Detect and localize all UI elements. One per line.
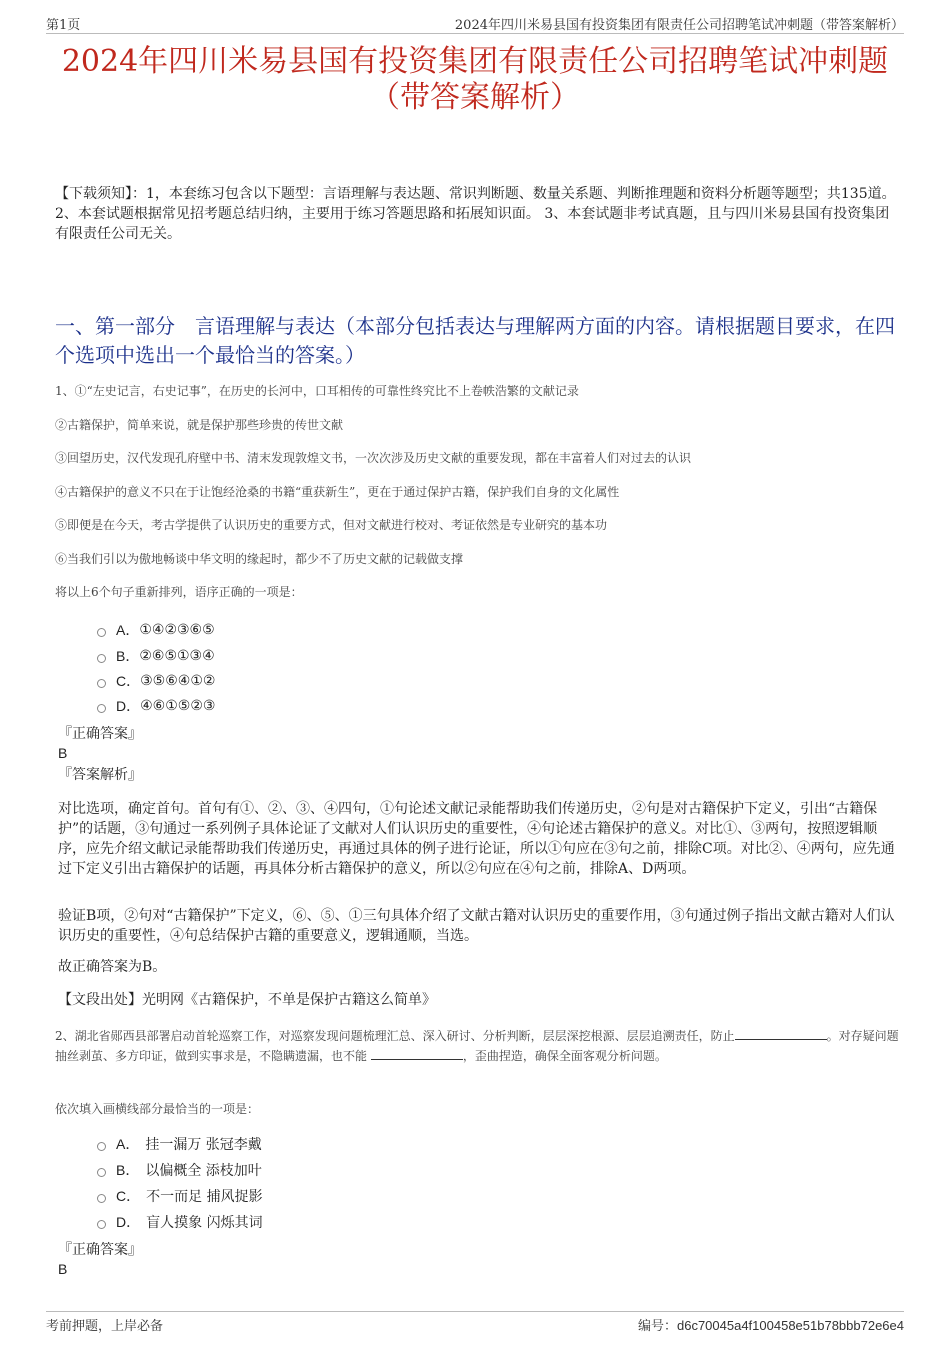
q1-analysis-p2: 验证B项，②句对“古籍保护”下定义，⑥、⑤、①三句具体介绍了文献古籍对认识历史的重要作用，③句通过例子指出文献古籍对人们认识历史的重要性，④句总结保护古籍的重要意义，逻辑通顺，当选。 [58,908,895,944]
q1-analysis-p3: 故正确答案为B。 [58,959,167,975]
page-subtitle: （带答案解析） [370,80,580,115]
radio-icon[interactable] [97,1194,106,1203]
radio-icon[interactable] [97,1142,106,1151]
option-text: ①④②③⑥⑤ [139,622,215,638]
q1-answer-label: 『正确答案』 [58,726,142,742]
q2-prompt: 依次填入画横线部分最恰当的一项是： [55,1102,260,1116]
page-title: 2024年四川米易县国有投资集团有限责任公司招聘笔试冲刺题 [61,44,889,79]
q1-option-b[interactable]: B． ②⑥⑤①③④ [97,646,215,666]
footer-divider [46,1311,904,1312]
footer-slogan: 考前押题，上岸必备 [46,1319,164,1334]
q1-sentence-5: ⑤即便是在今天，考古学提供了认识历史的重要方式，但对文献进行校对、考证依然是专业研究的基本功 [55,518,608,532]
q1-answer: B [58,745,68,761]
footer-code: 编号：d6c70045a4f100458e51b78bbb72e6e4 [637,1318,904,1334]
option-text: 盲人摸象 闪烁其词 [146,1215,263,1231]
option-text: 不一而足 捕风捉影 [146,1189,263,1205]
option-text: ③⑤⑥④①② [140,673,216,689]
q1-sentence-6: ⑥当我们引以为傲地畅谈中华文明的缘起时，都少不了历史文献的记载做支撑 [55,552,464,566]
section-heading: 一、第一部分 言语理解与表达（本部分包括表达与理解两方面的内容。请根据题目要求，在四个选项中选出一个最恰当的答案。） [55,314,895,367]
header-doc-title: 2024年四川米易县国有投资集团有限责任公司招聘笔试冲刺题（带答案解析） [454,18,904,33]
q2-answer-label: 『正确答案』 [58,1242,142,1258]
fill-blank-1[interactable] [735,1027,827,1040]
q2-stem: 2、湖北省郧西县部署启动首轮巡察工作，对巡察发现问题梳理汇总、深入研讨、分析判断，层层深挖根源、层层追溯责任，防止 。对存疑问题抽丝剥茧、多方印证，做到实事求是，不隐瞒遗漏，也不能 ，歪曲捏造，确保全面客观分析问题。 [55,1029,899,1063]
option-text: ②⑥⑤①③④ [139,648,215,664]
q2-option-c[interactable]: C． 不一而足 捕风捉影 [97,1186,263,1206]
q2-option-d[interactable]: D． 盲人摸象 闪烁其词 [97,1212,263,1232]
q1-sentence-2: ②古籍保护，简单来说，就是保护那些珍贵的传世文献 [55,418,344,432]
radio-icon[interactable] [97,1220,106,1229]
q1-source: 【文段出处】光明网《古籍保护，不单是保护古籍这么简单》 [58,992,436,1008]
q1-option-c[interactable]: C． ③⑤⑥④①② [97,671,215,691]
fill-blank-2[interactable] [371,1047,463,1060]
q1-option-a[interactable]: A． ①④②③⑥⑤ [97,620,215,640]
q1-sentence-4: ④古籍保护的意义不只在于让饱经沧桑的书籍“重获新生”，更在于通过保护古籍，保护我们自身的文化属性 [55,485,620,499]
header-divider [46,33,904,34]
option-text: ④⑥①⑤②③ [140,698,216,714]
q1-prompt: 将以上6个句子重新排列，语序正确的一项是： [55,585,303,599]
q2-option-b[interactable]: B． 以偏概全 添枝加叶 [97,1160,262,1180]
radio-icon[interactable] [97,628,106,637]
q1-sentence-3: ③回望历史，汉代发现孔府壁中书、清末发现敦煌文书，一次次涉及历史文献的重要发现，都在丰富着人们对过去的认识 [55,451,692,465]
page-number: 第1页 [46,18,81,33]
download-notice: 【下载须知】：1，本套练习包含以下题型：言语理解与表达题、常识判断题、数量关系题、判断推理题和资料分析题等题型；共135道。 2、本套试题根据常见招考题总结归纳，主要用于练习答题思路和拓展知识面。 3、本套试题非考试真题，且与四川米易县国有投资集团有限责任公司无关。 [55,186,896,242]
q2-option-a[interactable]: A． 挂一漏万 张冠李戴 [97,1134,262,1154]
option-text: 挂一漏万 张冠李戴 [145,1137,262,1153]
q1-option-d[interactable]: D． ④⑥①⑤②③ [97,696,215,716]
q1-analysis-p1: 对比选项，确定首句。首句有①、②、③、④四句，①句论述文献记录能帮助我们传递历史，②句是对古籍保护下定义，引出“古籍保护”的话题，③句通过一系列例子具体论证了文献对人们认识历史的重要性，④句论述古籍保护的意义。对比①、③两句，按照逻辑顺序，应先介绍文献记录能帮助我们传递历史，再通过具体的例子进行论证，所以①句应在③句之前，排除C项。对比②、④两句，应先通过下定义引出古籍保护的话题，再具体分析古籍保护的意义，所以②句应在④句之前，排除A、D两项。 [58,801,895,877]
radio-icon[interactable] [97,1168,106,1177]
radio-icon[interactable] [97,654,106,663]
q2-answer: B [58,1261,68,1277]
q1-sentence-1: 1、①“左史记言，右史记事”，在历史的长河中，口耳相传的可靠性终究比不上卷帙浩繁的文献记录 [55,384,579,398]
radio-icon[interactable] [97,704,106,713]
option-text: 以偏概全 添枝加叶 [145,1163,262,1179]
q1-analysis-label: 『答案解析』 [58,767,142,783]
radio-icon[interactable] [97,679,106,688]
